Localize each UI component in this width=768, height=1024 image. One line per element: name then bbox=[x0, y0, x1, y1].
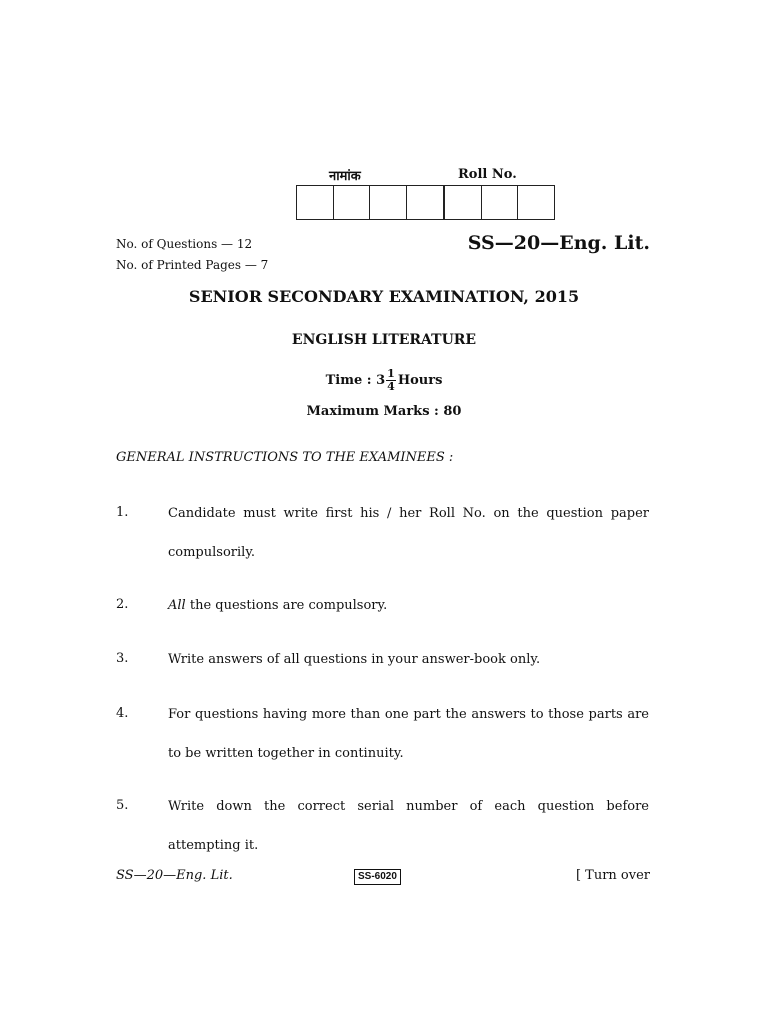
roll-digit-box[interactable] bbox=[334, 186, 371, 219]
instruction-number: 3. bbox=[116, 651, 129, 666]
maximum-marks: Maximum Marks : 80 bbox=[306, 404, 462, 419]
paper-code: SS—20—Eng. Lit. bbox=[467, 232, 650, 254]
instruction-number: 1. bbox=[116, 505, 129, 520]
fraction-numerator: 1 bbox=[387, 367, 395, 380]
fraction-denominator: 4 bbox=[387, 380, 395, 393]
roll-label-english: Roll No. bbox=[458, 167, 517, 182]
roll-number-boxes[interactable] bbox=[296, 185, 555, 220]
turn-over-note: [ Turn over bbox=[575, 868, 650, 883]
exam-title: SENIOR SECONDARY EXAMINATION, 2015 bbox=[188, 287, 580, 306]
roll-digit-box[interactable] bbox=[482, 186, 519, 219]
footer-paper-code: SS—20—Eng. Lit. bbox=[116, 868, 233, 883]
roll-digit-box[interactable] bbox=[297, 186, 334, 219]
instruction-text: For questions having more than one part the answers to those parts are to be written together in continuity. bbox=[168, 707, 649, 761]
roll-digit-box[interactable] bbox=[445, 186, 482, 219]
roll-digit-box[interactable] bbox=[518, 186, 554, 219]
instruction-text: Write down the correct serial number of each question before attempting it. bbox=[168, 799, 649, 853]
time-fraction bbox=[386, 368, 396, 393]
instruction-text: Candidate must write first his / her Roll No. on the question paper compulsorily. bbox=[168, 506, 649, 560]
time-label: Time : 3 bbox=[325, 373, 386, 388]
instruction-text-rest: the questions are compulsory. bbox=[185, 598, 388, 613]
roll-label-hindi: नामांक bbox=[329, 169, 361, 184]
instruction-emphasis: All bbox=[168, 598, 186, 613]
roll-digit-box[interactable] bbox=[407, 186, 445, 219]
time-allowed bbox=[0, 368, 768, 393]
no-of-printed-pages: No. of Printed Pages — 7 bbox=[116, 258, 269, 272]
roll-digit-box[interactable] bbox=[370, 186, 407, 219]
subject-title: ENGLISH LITERATURE bbox=[291, 332, 477, 348]
footer-series-code: SS-6020 bbox=[354, 869, 401, 885]
instruction-number: 5. bbox=[116, 798, 129, 813]
instructions-heading: GENERAL INSTRUCTIONS TO THE EXAMINEES : bbox=[116, 450, 454, 465]
instruction-text: Write answers of all questions in your answer-book only. bbox=[168, 652, 541, 667]
instruction-text bbox=[168, 586, 649, 625]
instruction-number: 2. bbox=[116, 597, 129, 612]
time-unit: Hours bbox=[397, 373, 443, 388]
no-of-questions: No. of Questions — 12 bbox=[116, 237, 253, 251]
instruction-number: 4. bbox=[116, 706, 129, 721]
